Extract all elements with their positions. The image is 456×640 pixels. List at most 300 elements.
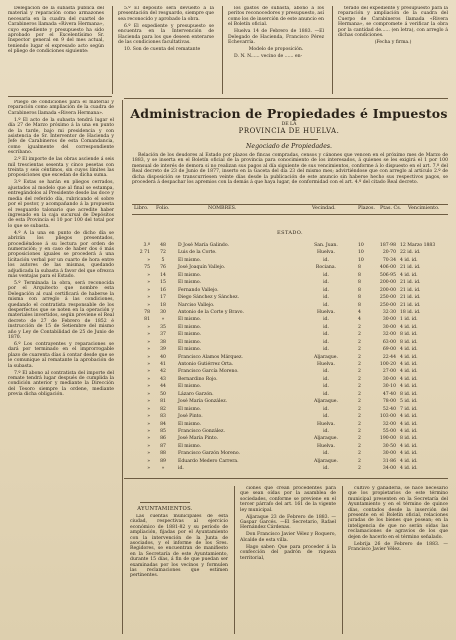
table-row [132, 264, 448, 271]
cell-venc: 22 id. id. [400, 250, 421, 256]
cell-plazo: 2 [358, 369, 361, 375]
cell-vec: Huelva. [317, 362, 335, 367]
paragraph: 6.º El expediente y presupuesto se encuentra en la Intervención de Hacienda para los que deseen enterarse de las condiciones facultativas. [118, 23, 214, 46]
cell-folio: 48 [160, 243, 166, 248]
estado-label: ESTADO. [277, 230, 303, 236]
cell-venc: 4 id. id. [400, 458, 418, 464]
cell-venc: 4 id. id. [400, 369, 418, 375]
cell-name: El mismo. [178, 384, 201, 390]
cell-vec: id. [323, 466, 329, 472]
cell-venc: 4 id. id. [400, 384, 418, 390]
cell-name: El mismo. [178, 406, 201, 412]
table-row [132, 398, 448, 405]
debtors-table [132, 242, 448, 473]
table-row [132, 316, 448, 323]
cell-plazo: 8 [358, 272, 361, 278]
cell-name: D José María Galindo. [178, 243, 229, 248]
cell-venc: 21 id. id. [400, 287, 421, 293]
paragraph: 5.º El depósito será devuelto á la presentación del resguardo, siempre que sea reconocido y aprobado la obra. [118, 6, 214, 22]
cell-folio: 43 [160, 376, 166, 382]
cell-venc: 8 id. id. [400, 339, 418, 345]
cell-vec: id. [323, 406, 329, 412]
cell-pts: 506·95 [379, 272, 396, 278]
cell-name: Lázaro Garzón. [178, 391, 214, 397]
table-row [132, 302, 448, 309]
cell-pts: 100·20 [379, 362, 396, 367]
cell-pts: 103·00 [379, 414, 396, 420]
cell-name: El mismo. [178, 339, 201, 345]
cell-folio: 5 [161, 257, 165, 263]
bottom-column-3 [348, 486, 448, 636]
cell-lot: » [147, 376, 150, 382]
table-row [132, 421, 448, 428]
col-vecindad: Vecindad. [312, 206, 336, 211]
cell-pts: 187·98 [379, 243, 396, 248]
table-row [132, 443, 448, 450]
cell-plazo: 10 [358, 243, 364, 248]
cell-vec: Huelva. [317, 421, 335, 427]
column-rule [234, 486, 235, 634]
paragraph: 7.º El abono al contratista del importe del remate tendrá lugar después de cumplida la condición anterior y mediante la Dirección del Tesoro siempre la ordene, mediante previa dicha obligación. [8, 370, 114, 398]
cell-plazo: 2 [358, 458, 361, 464]
table-row [132, 413, 448, 420]
cell-lot: » [147, 443, 150, 449]
table-rule-mid [132, 214, 448, 215]
cell-lot: » [147, 332, 150, 338]
cell-folio: 87 [160, 443, 166, 449]
cell-plazo: 2 [358, 466, 361, 472]
table-header [132, 205, 448, 213]
paragraph: Aljaraque 23 de Febrero de 1883. —Gaspar Garcés. —El Secretario, Rafael Hernández Cárdenas. [240, 514, 336, 531]
section-title: Administracion de Propiedades é Impuestos [130, 106, 448, 121]
cell-plazo: 10 [358, 250, 364, 256]
cell-folio: 30 [160, 309, 166, 315]
table-row [132, 354, 448, 361]
cell-folio: 85 [160, 428, 166, 434]
cell-folio: 40 [160, 354, 166, 360]
intro-paragraph [132, 153, 448, 187]
cell-lot: » [147, 436, 150, 442]
top-middle-column [118, 6, 214, 94]
cell-vec: id. [323, 384, 329, 390]
paragraph: 6.º Los contrayentes y reparaciones se dará por terminado en el improrrogable plazo de cuarenta días á contar desde que se le comunique al rematante la aprobación de la subasta. [8, 342, 114, 369]
section-title-de: DE LA [281, 122, 297, 127]
table-row [132, 294, 448, 301]
paragraph: cultivo y ganadería, se hace necesario que los propietarios de este término municipal presenten en la Secretaría del Ayuntamiento y en el término de quince días, contados desde la inserción del presente en el Boletín oficial, relaciones juradas de los bienes que posean; en la inteligencia de que no serán oídas las reclamaciones de agravios de los que dejen de hacerlo en el término señalado. [348, 486, 448, 540]
table-row [132, 361, 448, 368]
paragraph: Huelva 14 de Febrero de 1883. —El Delegado de Hacienda, Francisco Pérez Echevarría. [228, 29, 324, 46]
cell-folio: 72 [160, 250, 166, 256]
cell-lot: 75 [144, 265, 150, 271]
cell-lot: » [147, 354, 150, 360]
cell-name: Antonio de la Corte y Bravo. [178, 309, 244, 315]
cell-folio: 17 [160, 295, 166, 301]
cell-vec: id. [323, 317, 329, 323]
paragraph: Delegación de la subasta pública del material y reparación como armazones necesaria en la cuadra del cuartel de Carabineros llamada «Rivera Hermana», cuyo expediente y presupuesto ha sido aprobado por el Excelentísimo Sr. Inspector general en 9 del mes actual, teniendo lugar el expresado acto según el pliego de condiciones siguiente: [8, 6, 104, 55]
table-row [132, 257, 448, 264]
cell-lot: » [147, 347, 150, 353]
cell-venc: 4 id. id. [400, 324, 418, 330]
cell-folio: 50 [160, 391, 166, 397]
cell-lot: 3.º [143, 243, 150, 248]
cell-plazo: 2 [358, 451, 361, 457]
col-libro: Libro. [134, 206, 149, 211]
cell-lot: » [147, 466, 150, 472]
cell-pts: 52·40 [382, 406, 396, 412]
cell-name: Francisco García Moreno. [178, 369, 239, 375]
cell-venc: 21 id. id. [400, 295, 421, 301]
cell-pts: 30·00 [382, 376, 396, 382]
cell-pts: 406·00 [379, 265, 396, 271]
cell-pts: 200·00 [379, 287, 396, 293]
cell-lot: » [147, 287, 150, 293]
cell-name: José Pinto. [178, 414, 203, 420]
col-nombres: NOMBRES. [208, 206, 237, 211]
cell-vec: Huelva. [317, 250, 335, 256]
cell-name: El mismo. [178, 272, 201, 278]
cell-name: El mismo. [178, 257, 201, 263]
cell-name: Francisco Garzón Moreno. [178, 451, 240, 457]
cell-lot: » [147, 428, 150, 434]
cell-plazo: 2 [358, 384, 361, 390]
column-rule [342, 486, 343, 634]
ayuntamientos-title: AYUNTAMIENTOS. [137, 506, 193, 512]
cell-lot: 78 [144, 309, 150, 315]
cell-name: Francisco González. [178, 428, 225, 434]
paragraph: 4.º A la una en punto de dicho día se abrirán los pliegos presentados, procediéndose á su lectura por orden de numeración; y en caso de haber dos ó más proposiciones iguales se procederá á una licitación verbal por un cuarto de hora entre los autores de las mismas, quedando adjudicada la subasta á favor del que ofrezca más ventajas para el Estado. [8, 230, 114, 279]
cell-lot: » [147, 406, 150, 412]
cell-folio: 41 [160, 362, 166, 367]
cell-plazo: 2 [358, 391, 361, 397]
cell-venc: 7 id. id. [400, 406, 418, 412]
cell-vec: Huelva. [317, 443, 335, 449]
cell-pts: 32·00 [382, 421, 396, 427]
cell-venc: 4 id. id. [400, 257, 418, 263]
cell-name: El mismo. [178, 324, 201, 330]
cell-name: Eduardo Medero Carrera. [178, 458, 239, 464]
cell-lot: » [147, 399, 150, 405]
cell-lot: » [147, 458, 150, 464]
cell-folio: 42 [160, 369, 166, 375]
paragraph: 3.º Estas se harán en pliegos cerrados, ajustados al modelo que al final se estampa, entregándolos al Presidente desde las doce y media del referido día, rubricando el sobre por el postor, y acompañando á la propuesta el resguardo talonario que acredite haber ingresado en la caja sucursal de Depósitos de esta Provincia el 10 por 100 del total por lo que se subasta. [8, 180, 114, 229]
cell-plazo: 2 [358, 443, 361, 449]
cell-venc: 4 id. id. [400, 347, 418, 353]
cell-lot: » [147, 295, 150, 301]
cell-lot: » [147, 280, 150, 286]
cell-vec: Aljaraque. [314, 458, 338, 464]
table-row [132, 272, 448, 279]
table-row [132, 406, 448, 413]
cell-plazo: 2 [358, 347, 361, 353]
cell-plazo: 10 [358, 257, 364, 263]
cell-lot: » [147, 384, 150, 390]
cell-name: Diego Sánchez y Sánchez. [178, 295, 240, 301]
cell-folio: 82 [160, 406, 166, 412]
paragraph: Hago saber: Que para proceder á la confección del padrón de riqueza territorial, [240, 544, 336, 561]
cell-venc: 4 id. id. [400, 421, 418, 427]
cell-venc: 4 id. id. [400, 451, 418, 457]
cell-plazo: 8 [358, 295, 361, 301]
cell-vec: id. [323, 376, 329, 382]
section-province: PROVINCIA DE HUELVA. [238, 127, 340, 135]
cell-vec: Aljaraque. [314, 399, 338, 405]
cell-name: El mismo. [178, 317, 201, 323]
cell-plazo: 2 [358, 399, 361, 405]
table-row [132, 279, 448, 286]
cell-pts: 250·00 [379, 302, 396, 308]
section-rule [8, 96, 112, 97]
cell-pts: 27·00 [382, 369, 396, 375]
cell-vec: id. [323, 451, 329, 457]
cell-venc: 4 id. id. [400, 414, 418, 420]
column-rule [222, 6, 223, 94]
intro-text: Relación de los deudores al Estado por plazos de fincas compradas, censos y cánones que vencen en el próximo mes de Marzo de 1883, y se inserta en el Boletín oficial de la provincia para conocimiento de los interesados, á quienes se les exigirá el 1 por 100 mensual de interés de demora si no realizan sus pagos al día siguiente de sus vencimientos, conforme á lo dispuesto en el art. 7.º del Real decreto de 23 de Junio de 1877, inserto en la Gaceta del día 23 del mismo mes; advirtiéndose que con arreglo al artículo 2.º de dicha disposición se transcurriesen veinte días desde la publicación de este anuncio sin haberse hecho sus respectivos pagos, se procederá á despachar los apremios con la demás á que haya lugar, de conformidad con el art. 4.º del citado Real decreto. [132, 153, 448, 186]
cell-venc: 21 id. id. [400, 302, 421, 308]
cell-name: José Joaquín Vallejo. [178, 265, 226, 271]
heading-rule [260, 139, 318, 140]
cell-lot: » [147, 369, 150, 375]
cell-vec: id. [323, 347, 329, 353]
paragraph: terado del expediente y presupuesto para la reparación y ampliación de la cuadra del Cuerpo de Carabineros llamada «Rivera Hermana», se compromete á verificar la obra por la cantidad de...... (en letra), con arreglo á dichas condiciones. [338, 6, 448, 39]
cell-pts: 47·40 [382, 391, 396, 397]
cell-name: Luis de la Corte. [178, 250, 217, 256]
cell-venc: 12 Marzo 1883 [400, 243, 436, 248]
paragraph: Modelo de proposición. [248, 47, 304, 53]
cell-venc: 8 id. id. [400, 391, 418, 397]
cell-plazo: 8 [358, 265, 361, 271]
cell-plazo: 2 [358, 406, 361, 412]
cell-vec: id. [323, 287, 329, 293]
cell-pts: 22·44 [382, 354, 396, 360]
section-subtitle: Negociado de Propiedades. [246, 143, 332, 150]
paragraph: ciones que crean procedentes para que sean oídas por la asamblea de sociedades, conforme se previene en el tercer párrafo del art. 161 de la vigente ley municipal. [240, 486, 336, 513]
cell-venc: 18 id. id. [400, 309, 421, 315]
table-row [132, 339, 448, 346]
cell-name: id. [178, 466, 184, 472]
paragraph: Pliego de condiciones para el material y reparación como ampliación de la cuadra de Carabineros llamada «Rivera Hermana». [8, 100, 114, 116]
cell-pts: 30·00 [382, 324, 396, 330]
cell-pts: 63·00 [382, 339, 396, 345]
cell-vec: id. [323, 280, 329, 286]
column-rule [332, 6, 333, 94]
cell-lot: » [147, 451, 150, 457]
table-row [132, 383, 448, 390]
cell-pts: 78·00 [382, 399, 396, 405]
cell-name: Fernando Vallejo. [178, 287, 219, 293]
cell-pts: 30·00 [382, 317, 396, 323]
table-row [132, 391, 448, 398]
left-long-column [8, 100, 114, 634]
paragraph: los gastos de subasta, abono á los peritos reconocedores y presupuesto, así como los de inserción de este anuncio en el Boletín oficial. [228, 6, 324, 28]
paragraph: D. N. N...... vecino de ...... en- [234, 54, 303, 60]
column-rule [112, 6, 113, 94]
cell-lot: » [147, 362, 150, 367]
cell-vec: id. [323, 369, 329, 375]
table-row [132, 287, 448, 294]
cell-plazo: 2 [358, 339, 361, 345]
cell-pts: 200·00 [379, 280, 396, 286]
cell-lot: » [147, 272, 150, 278]
cell-folio: » [161, 466, 165, 472]
cell-lot: 2 71 [139, 250, 150, 256]
cell-name: Antonio Gutiérrez Orta. [178, 362, 234, 367]
cell-plazo: 8 [358, 287, 361, 293]
cell-folio: 86 [160, 436, 166, 442]
cell-venc: 4 id. id. [400, 466, 418, 472]
table-row [132, 435, 448, 442]
table-row [132, 450, 448, 457]
cell-folio: 15 [160, 280, 166, 286]
table-row [132, 324, 448, 331]
paragraph: 2.º El importe de las obras asciende á seis mil trescientas sesenta y cinco pesetas con treinta y seis céntimos, sin cuyos límites las proposiciones que excedan de dicha suma. [8, 157, 114, 179]
cell-venc: 4 id. id. [400, 428, 418, 434]
cell-name: El mismo. [178, 347, 201, 353]
cell-folio: 16 [160, 287, 166, 293]
cell-folio: 39 [160, 347, 166, 353]
cell-lot: » [147, 414, 150, 420]
table-row [132, 376, 448, 383]
cell-plazo: 2 [358, 354, 361, 360]
cell-plazo: 4 [358, 317, 361, 323]
cell-lot: » [147, 391, 150, 397]
cell-folio: 89 [160, 458, 166, 464]
cell-folio: 18 [160, 302, 166, 308]
bottom-column-1 [130, 514, 228, 636]
paragraph: 10. Son de cuenta del rematante [124, 47, 201, 53]
column-rule [122, 100, 123, 634]
cell-folio: 14 [160, 272, 166, 278]
cell-folio: 37 [160, 332, 166, 338]
table-rule-bottom [124, 478, 448, 479]
cell-vec: id. [323, 339, 329, 345]
cell-folio: 81 [160, 399, 166, 405]
cell-pts: 69·00 [382, 347, 396, 353]
ayunt-rule [140, 502, 190, 503]
cell-lot: 81 [144, 317, 150, 323]
cell-plazo: 2 [358, 376, 361, 382]
cell-venc: 8 id. id. [400, 436, 418, 442]
paragraph: Las cuentas municipales de esta ciudad, respectivas al ejercicio económico de 1881-82 y su período de ampliación, fijadas por el Ayuntamiento con la intervención de la Junta de asociados, y el informe de los Sres. Regidores, se encuentran de manifiesto en la Secretaría de este Ayuntamiento, durante 15 días, á fin de que puedan ser examinadas por los vecinos y formulen las reclamaciones que estimen pertinentes. [130, 514, 228, 579]
cell-lot: » [147, 421, 150, 427]
cell-venc: 8 id. id. [400, 332, 418, 338]
cell-folio: 88 [160, 451, 166, 457]
cell-venc: 1 id. id. [400, 317, 418, 323]
cell-venc: 4 id. id. [400, 443, 418, 449]
cell-name: José María Pinto. [178, 436, 218, 442]
cell-vec: id. [323, 302, 329, 308]
cell-vec: Huelva. [317, 309, 335, 315]
cell-plazo: 2 [358, 414, 361, 420]
cell-pts: 55·00 [382, 428, 396, 434]
cell-name: Bernardino Rojo. [178, 376, 218, 382]
cell-lot: » [147, 257, 150, 263]
cell-pts: 30·50 [382, 443, 396, 449]
paragraph: 5.º Terminada la obra, será reconocida por el Arquitecto que nombre esta Delegación al cual certificará de haberse la misma con arreglo á las condiciones, quedando el contratista responsable de los desperfectos que se noten en la operación y materiales invertidos, según previene el Real decreto de 27 de Febrero de 1852 é instrucción de 15 de Setiembre del mismo año y Ley de Contabilidad de 25 de Junio de 1870. [8, 280, 114, 341]
cell-name: El mismo. [178, 421, 201, 427]
cell-plazo: 8 [358, 280, 361, 286]
cell-venc: 4 id. id. [400, 376, 418, 382]
cell-plazo: 4 [358, 309, 361, 315]
cell-name: El mismo. [178, 280, 201, 286]
col-pts: Ptas. Cs. [380, 206, 402, 211]
cell-lot: » [147, 324, 150, 330]
col-venc: Vencimiento. [408, 206, 440, 211]
cell-vec: San. Juan. [314, 243, 338, 248]
cell-lot: » [147, 339, 150, 345]
cell-venc: 21 id. id. [400, 280, 421, 286]
top-left-column [8, 6, 104, 94]
cell-vec: id. [323, 324, 329, 330]
cell-venc: 21 id. id. [400, 265, 421, 271]
cell-plazo: 2 [358, 324, 361, 330]
cell-venc: 4 id. id. [400, 272, 418, 278]
paragraph: Don Francisco Javier Vélez y Roquero, Alcalde de esta villa. [240, 532, 336, 543]
cell-folio: 76 [160, 265, 166, 271]
cell-name: El mismo. [178, 332, 201, 338]
cell-pts: 30·10 [382, 384, 396, 390]
cell-vec: id. [323, 332, 329, 338]
cell-plazo: 2 [358, 332, 361, 338]
cell-vec: id. [323, 391, 329, 397]
paragraph: (Fecha y firma.) [374, 40, 412, 46]
paragraph: Lebrija 26 de Febrero de 1883. —Francisco Javier Vélez. [348, 541, 448, 553]
cell-lot: » [147, 302, 150, 308]
table-row [132, 242, 448, 249]
table-row [132, 309, 448, 316]
cell-vec: id. [323, 257, 329, 263]
cell-pts: 70·34 [382, 257, 396, 263]
cell-folio: 38 [160, 339, 166, 345]
bottom-column-2 [240, 486, 336, 636]
cell-venc: 4 id. id. [400, 362, 418, 367]
cell-pts: 190·00 [379, 436, 396, 442]
table-row [132, 458, 448, 465]
cell-vec: Aljaraque. [314, 354, 338, 360]
cell-vec: id. [323, 428, 329, 434]
top-middle2-column [228, 6, 324, 94]
cell-pts: 30·00 [382, 451, 396, 457]
table-row [132, 249, 448, 256]
cell-vec: Aljaraque. [314, 436, 338, 442]
cell-venc: 4 id. id. [400, 354, 418, 360]
cell-vec: id. [323, 272, 329, 278]
cell-venc: 5 id. id. [400, 399, 418, 405]
cell-folio: 83 [160, 414, 166, 420]
table-row [132, 465, 448, 472]
table-row [132, 331, 448, 338]
section-rule [124, 98, 448, 99]
top-right-column [338, 6, 448, 94]
cell-pts: 31·86 [382, 458, 396, 464]
cell-plazo: 2 [358, 362, 361, 367]
paragraph: 1.º El acto de la subasta tendrá lugar el día 27 de Marzo próximo á la una en punto de la tarde, bajo mi presidencia y con asistencia de Sr. Interventor de Hacienda y Jefe de Carabineros de esta Comandancia, como igualmente del correspondiente escribano. [8, 117, 114, 156]
cell-name: Narciso Vallejo. [178, 302, 215, 308]
table-row [132, 428, 448, 435]
cell-vec: id. [323, 295, 329, 301]
cell-folio: » [161, 317, 165, 323]
table-row [132, 368, 448, 375]
cell-plazo: 2 [358, 436, 361, 442]
cell-pts: 20·70 [382, 250, 396, 256]
cell-plazo: 2 [358, 428, 361, 434]
cell-pts: 32·30 [382, 309, 396, 315]
cell-name: José María González. [178, 399, 228, 405]
cell-plazo: 2 [358, 421, 361, 427]
cell-folio: 35 [160, 324, 166, 330]
cell-folio: 44 [160, 384, 166, 390]
cell-folio: 84 [160, 421, 166, 427]
col-folio: Folio. [156, 206, 170, 211]
